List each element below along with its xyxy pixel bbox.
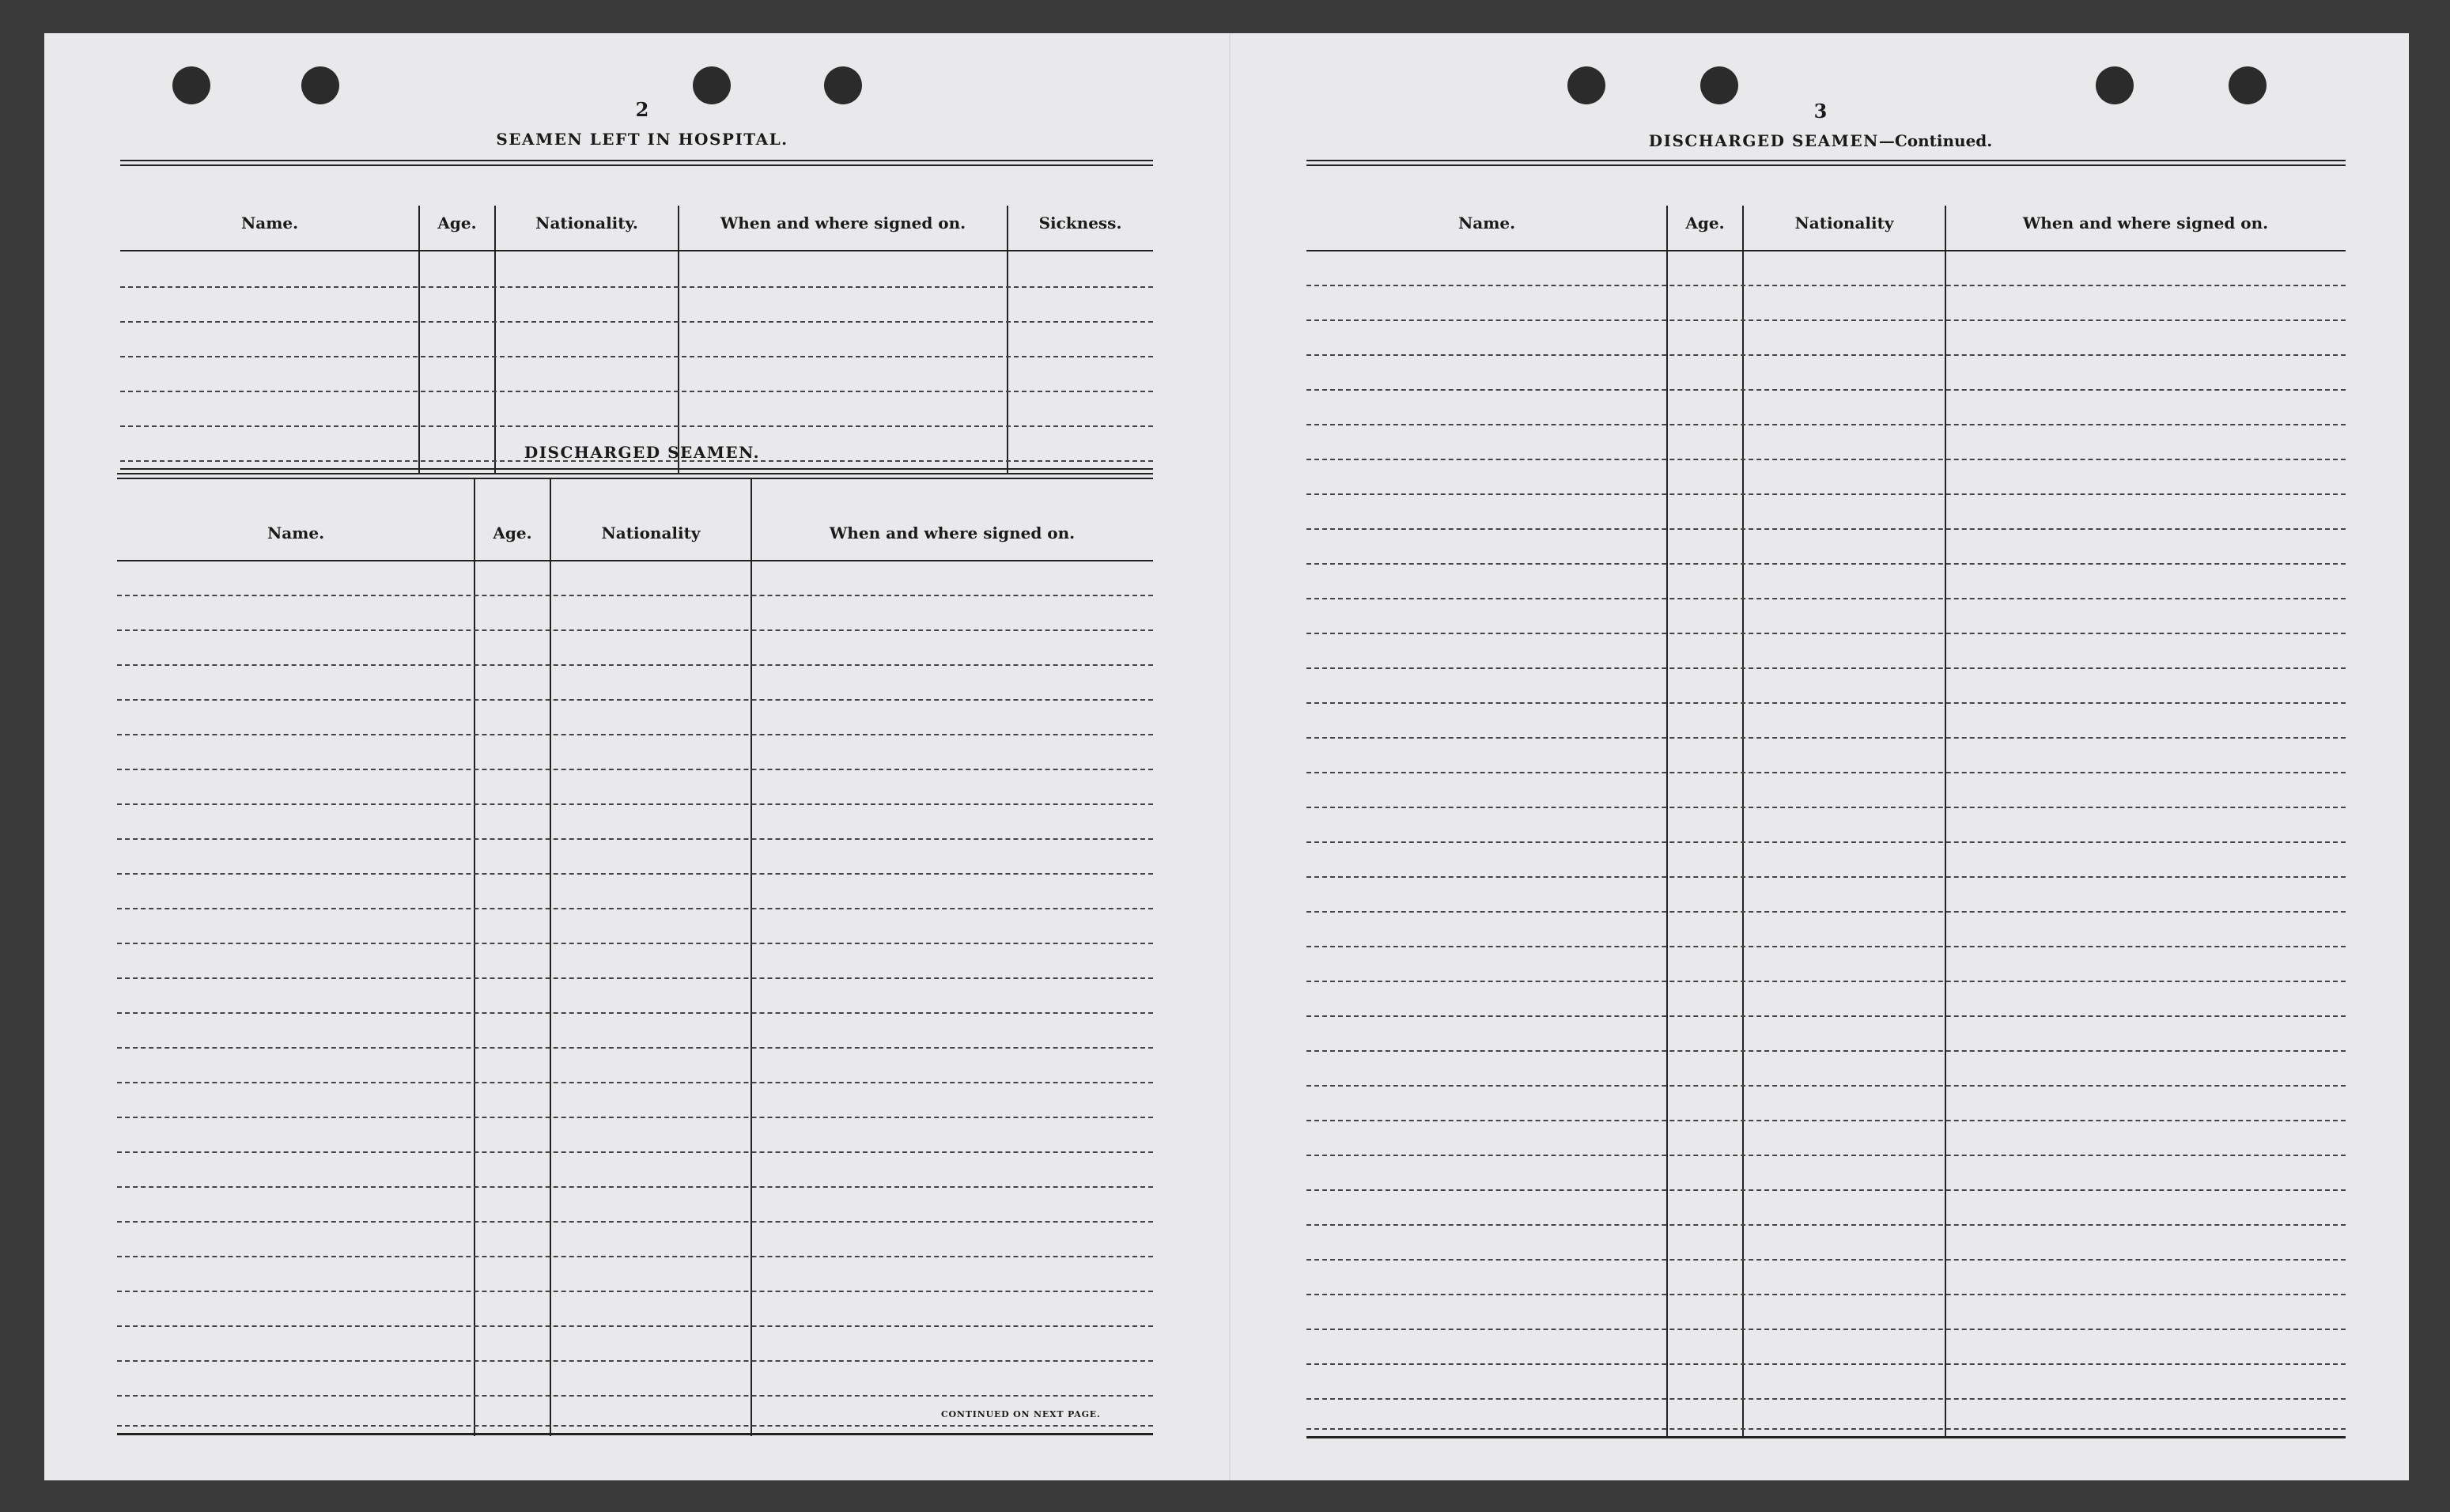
col-header-nationality: Nationality — [1794, 214, 1894, 232]
table-row — [1306, 1155, 2346, 1156]
table-row — [1306, 1428, 2346, 1430]
table-row — [117, 699, 1153, 701]
table-row — [1306, 1120, 2346, 1121]
table-row — [1306, 598, 2346, 599]
table-row — [117, 1221, 1153, 1223]
table-row — [1306, 319, 2346, 321]
table-row — [1306, 807, 2346, 808]
table-row — [117, 1325, 1153, 1327]
col-header-age: Age. — [437, 214, 477, 232]
punch-hole — [693, 66, 731, 104]
table-row — [117, 943, 1153, 944]
table-row — [1306, 633, 2346, 634]
table-row — [1306, 389, 2346, 391]
table-row — [117, 1012, 1153, 1014]
punch-hole — [301, 66, 339, 104]
punch-hole — [2096, 66, 2134, 104]
punch-hole — [824, 66, 862, 104]
punch-hole — [2229, 66, 2267, 104]
table-row — [117, 1291, 1153, 1292]
page-number-left: 2 — [635, 98, 649, 121]
table-row — [1306, 1363, 2346, 1365]
table-row — [1306, 1329, 2346, 1330]
table-row — [1306, 528, 2346, 530]
table-row — [117, 1360, 1153, 1362]
table-row — [1306, 1050, 2346, 1052]
table-row — [117, 838, 1153, 840]
table-row — [1306, 1224, 2346, 1226]
continued-note: CONTINUED ON NEXT PAGE. — [941, 1409, 1101, 1419]
table-row — [117, 1186, 1153, 1188]
discharged-continued-title: DISCHARGED SEAMEN—Continued. — [1648, 131, 1993, 150]
table-row — [1306, 1259, 2346, 1261]
table-row — [1306, 737, 2346, 739]
table-row — [120, 321, 1153, 323]
table-row — [1306, 1189, 2346, 1191]
table-row — [117, 1082, 1153, 1083]
table-row — [117, 734, 1153, 735]
col-header-name: Name. — [1458, 214, 1516, 232]
table-row — [120, 391, 1153, 392]
table-row — [117, 977, 1153, 979]
table-row — [1306, 946, 2346, 947]
table-row — [1306, 1294, 2346, 1295]
table-row — [117, 908, 1153, 909]
page-number-right: 3 — [1813, 100, 1828, 123]
table-row — [1306, 702, 2346, 704]
table-row — [117, 1151, 1153, 1153]
table-row — [117, 1256, 1153, 1257]
punch-hole — [172, 66, 210, 104]
table-row — [117, 595, 1153, 596]
col-header-when-where: When and where signed on. — [720, 214, 966, 232]
col-header-name: Name. — [240, 214, 299, 232]
table-row — [117, 769, 1153, 770]
table-row — [117, 629, 1153, 631]
punch-hole — [1700, 66, 1738, 104]
table-row — [117, 1425, 1153, 1427]
table-row — [1306, 493, 2346, 495]
table-row — [1306, 772, 2346, 773]
page-fold — [1229, 33, 1231, 1480]
table-row — [1306, 981, 2346, 982]
table-row — [1306, 459, 2346, 460]
table-row — [120, 356, 1153, 357]
discharged-table-left — [117, 473, 1153, 1436]
table-row — [120, 286, 1153, 288]
table-row — [117, 803, 1153, 805]
table-row — [117, 1395, 1153, 1397]
col-header-nationality: Nationality — [601, 524, 701, 542]
table-row — [1306, 1085, 2346, 1087]
table-row — [1306, 354, 2346, 356]
col-header-when-where: When and where signed on. — [829, 524, 1076, 542]
table-row — [1306, 911, 2346, 913]
table-row — [117, 1047, 1153, 1049]
discharged-table-right — [1306, 160, 2346, 1438]
col-header-age: Age. — [493, 524, 532, 542]
col-header-age: Age. — [1685, 214, 1725, 232]
table-row — [1306, 563, 2346, 565]
table-row — [1306, 667, 2346, 669]
table-row — [1306, 1015, 2346, 1017]
punch-hole — [1567, 66, 1605, 104]
hospital-section-title: SEAMEN LEFT IN HOSPITAL. — [496, 130, 788, 149]
hospital-table — [120, 160, 1153, 473]
table-row — [1306, 424, 2346, 425]
col-header-sickness: Sickness. — [1038, 214, 1122, 232]
table-row — [1306, 285, 2346, 286]
table-row — [1306, 1398, 2346, 1400]
discharged-section-title: DISCHARGED SEAMEN. — [524, 443, 761, 462]
table-row — [117, 664, 1153, 666]
col-header-name: Name. — [267, 524, 325, 542]
table-row — [117, 1117, 1153, 1118]
table-row — [1306, 841, 2346, 843]
col-header-nationality: Nationality. — [535, 214, 638, 232]
table-row — [120, 425, 1153, 427]
table-row — [117, 873, 1153, 875]
ledger-sheet — [44, 33, 2409, 1480]
table-row — [1306, 876, 2346, 878]
col-header-when-where: When and where signed on. — [2022, 214, 2269, 232]
